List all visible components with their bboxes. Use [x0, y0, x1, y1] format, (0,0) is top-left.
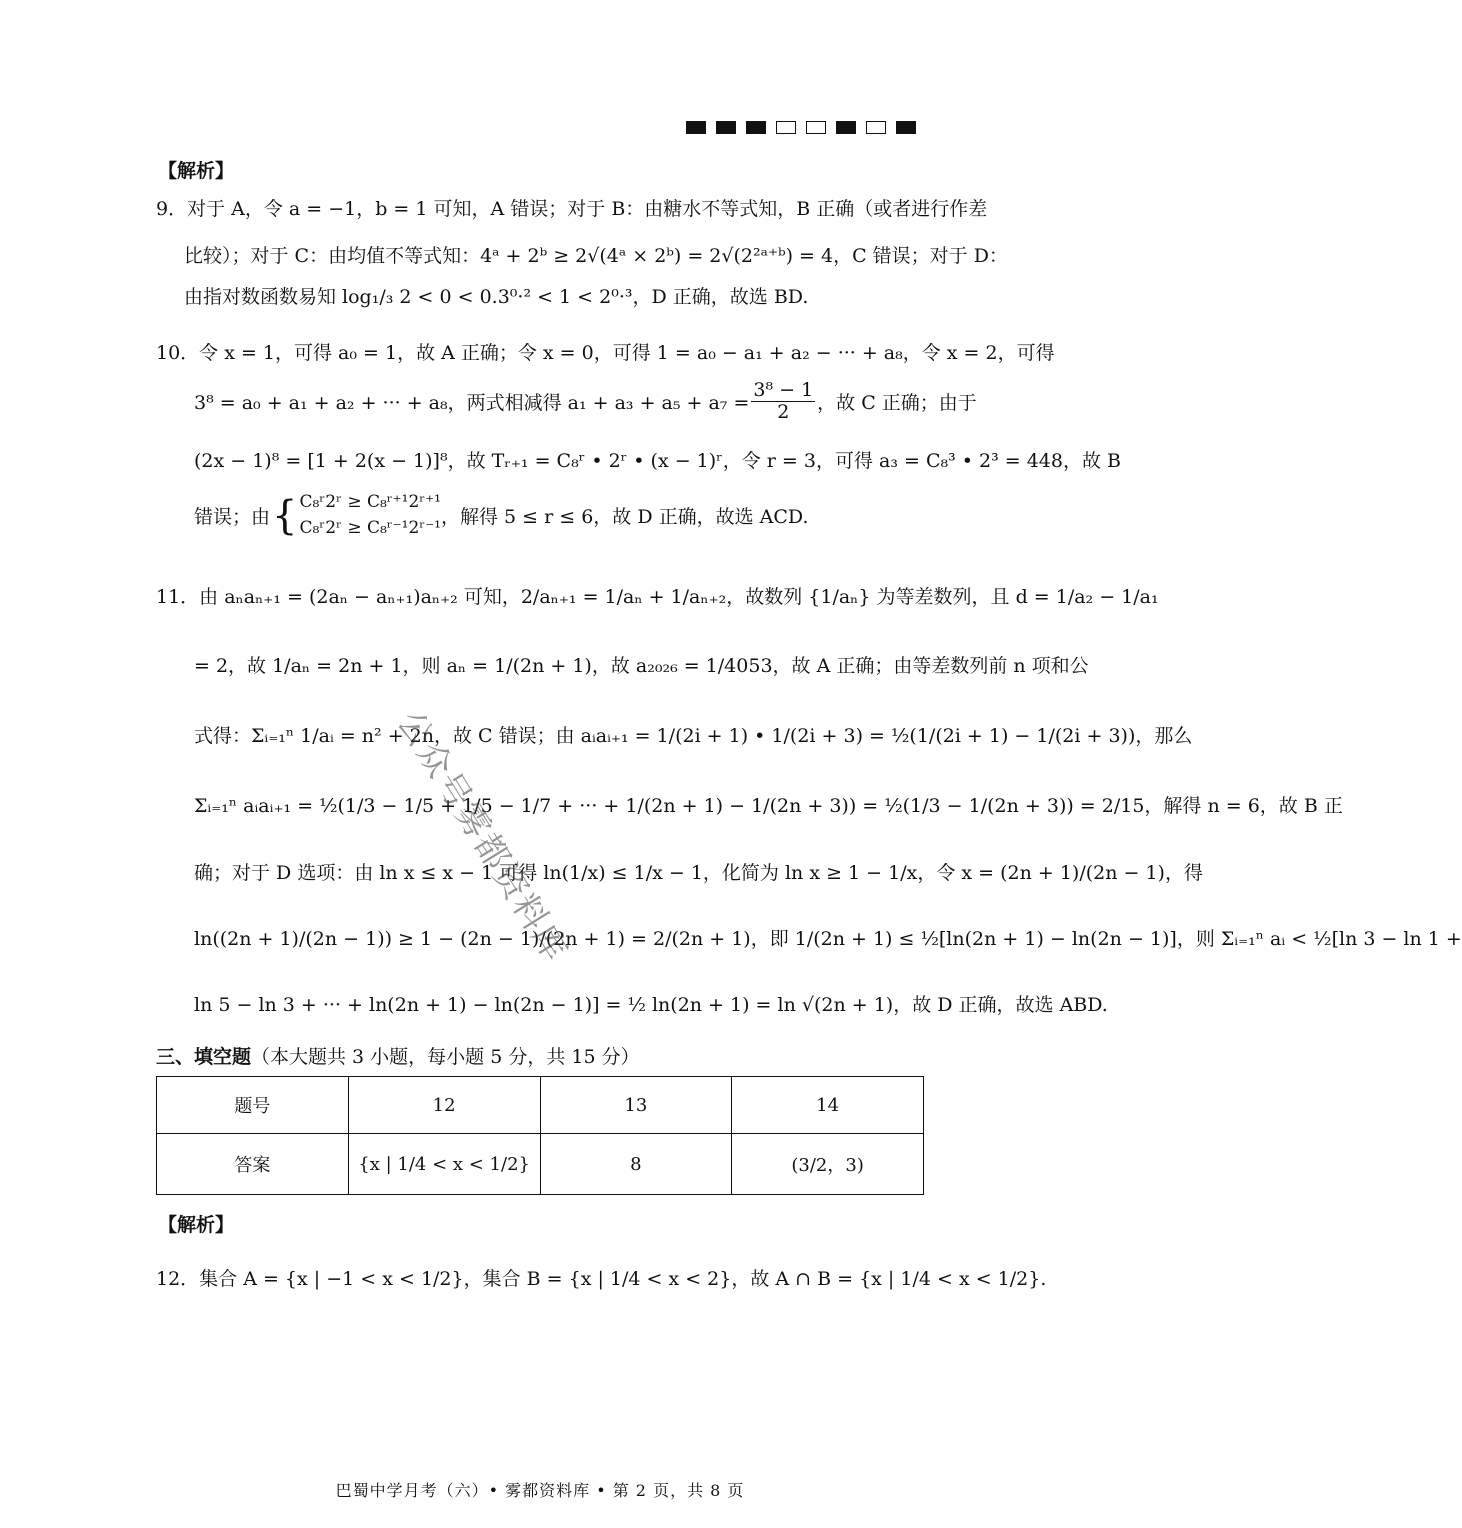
table-cell: 题号 [157, 1077, 349, 1134]
q11-line-1: 11．由 aₙaₙ₊₁ = (2aₙ − aₙ₊₁)aₙ₊₂ 可知，2/aₙ₊₁ = 1/aₙ + 1/aₙ₊₂，故数列 {1/aₙ} 为等差数列，且 d = 1/a₂ − 1/a₁ [156, 586, 1159, 608]
q10-line-4a: 错误；由 [194, 506, 271, 528]
header-square-filled [716, 121, 736, 134]
header-square-filled [686, 121, 706, 134]
brace-icon: { [272, 492, 298, 539]
table-cell: (3/2，3) [732, 1134, 924, 1195]
section-heading-analysis-2: 【解析】 [158, 1214, 235, 1236]
watermark: 公众号雾都资料库 [389, 704, 576, 970]
section3-note: （本大题共 3 小题，每小题 5 分，共 15 分） [251, 1046, 640, 1068]
table-row [157, 1134, 924, 1195]
q10-fraction-denominator: 2 [777, 400, 790, 423]
header-square-filled [836, 121, 856, 134]
section3-heading [156, 1042, 640, 1069]
table-cell: 12 [348, 1077, 540, 1134]
answer-table [156, 1076, 924, 1195]
q11-line-6: ln((2n + 1)/(2n − 1)) ≥ 1 − (2n − 1)/(2n + 1) = 2/(2n + 1)，即 1/(2n + 1) ≤ ½[ln(2n + 1) − ln(2n − 1)]，则 Σᵢ₌₁ⁿ aᵢ < ½[ln 3 − ln 1 + [194, 928, 1462, 950]
header-square-empty [806, 121, 826, 134]
q10-fraction-numerator: 3⁸ − 1 [753, 379, 814, 401]
header-square-empty [776, 121, 796, 134]
q12-line: 12．集合 A = {x | −1 < x < 1/2}，集合 B = {x | 1/4 < x < 2}，故 A ∩ B = {x | 1/4 < x < 1/2}. [156, 1268, 1047, 1290]
q10-system-line-2: C₈ʳ2ʳ ≥ C₈ʳ⁻¹2ʳ⁻¹ [299, 517, 441, 538]
q10-line-2a: 3⁸ = a₀ + a₁ + a₂ + ··· + a₈，两式相减得 a₁ + a₃ + a₅ + a₇ = [194, 391, 750, 414]
q9-line-2: 比较）；对于 C：由均值不等式知：4ᵃ + 2ᵇ ≥ 2√(4ᵃ × 2ᵇ) = 2√(2²ᵃ⁺ᵇ) = 4，C 错误；对于 D： [184, 245, 1008, 267]
q10-inequality-system [299, 490, 441, 541]
q11-line-3: 式得：Σᵢ₌₁ⁿ 1/aᵢ = n² + 2n，故 C 错误；由 aᵢaᵢ₊₁ = 1/(2i + 1) • 1/(2i + 3) = ½(1/(2i + 1) − 1/(2i + 3))，那么 [194, 725, 1193, 747]
q10-system-line-1: C₈ʳ2ʳ ≥ C₈ʳ⁺¹2ʳ⁺¹ [299, 492, 441, 512]
q11-line-5: 确；对于 D 选项：由 ln x ≤ x − 1 可得 ln(1/x) ≤ 1/x − 1，化简为 ln x ≥ 1 − 1/x，令 x = (2n + 1)/(2n − 1)，得 [194, 862, 1203, 884]
table-cell: 8 [540, 1134, 732, 1195]
table-cell: 13 [540, 1077, 732, 1134]
q11-line-2: = 2，故 1/aₙ = 2n + 1，则 aₙ = 1/(2n + 1)，故 a₂₀₂₆ = 1/4053，故 A 正确；由等差数列前 n 项和公 [194, 655, 1089, 677]
q10-line-4b: ，解得 5 ≤ r ≤ 6，故 D 正确，故选 ACD. [440, 506, 809, 528]
table-cell: 答案 [157, 1134, 349, 1195]
q10-line-2b: ，故 C 正确；由于 [817, 391, 977, 414]
q11-line-4: Σᵢ₌₁ⁿ aᵢaᵢ₊₁ = ½(1/3 − 1/5 + 1/5 − 1/7 + ··· + 1/(2n + 1) − 1/(2n + 3)) = ½(1/3 − 1/(2n + 3)) = 2/15，解得 n = 6，故 B 正 [194, 795, 1343, 817]
q10-line-4 [194, 490, 809, 541]
section3-title: 三、填空题 [156, 1046, 252, 1068]
header-square-filled [746, 121, 766, 134]
q9-line-1: 9．对于 A，令 a = −1，b = 1 可知，A 错误；对于 B：由糖水不等式知，B 正确（或者进行作差 [156, 198, 988, 220]
q10-fraction [751, 380, 815, 423]
header-square-filled [896, 121, 916, 134]
section-heading-analysis: 【解析】 [158, 160, 235, 182]
table-row [157, 1077, 924, 1134]
header-squares [686, 121, 916, 134]
q10-line-2 [194, 380, 977, 423]
q9-line-3: 由指对数函数易知 log₁/₃ 2 < 0 < 0.3⁰·² < 1 < 2⁰·³，D 正确，故选 BD. [184, 286, 809, 308]
q10-line-3: (2x − 1)⁸ = [1 + 2(x − 1)]⁸，故 Tᵣ₊₁ = C₈ʳ • 2ʳ • (x − 1)ʳ，令 r = 3，可得 a₃ = C₈³ • 2³ = 448，故 B [194, 450, 1121, 472]
q11-line-7: ln 5 − ln 3 + ··· + ln(2n + 1) − ln(2n − 1)] = ½ ln(2n + 1) = ln √(2n + 1)，故 D 正确，故选 ABD. [194, 994, 1108, 1016]
page-footer: 巴蜀中学月考（六）• 雾都资料库 • 第 2 页，共 8 页 [335, 1481, 745, 1500]
table-cell: {x | 1/4 < x < 1/2} [348, 1134, 540, 1195]
table-cell: 14 [732, 1077, 924, 1134]
header-square-empty [866, 121, 886, 134]
q10-line-1: 10．令 x = 1，可得 a₀ = 1，故 A 正确；令 x = 0，可得 1 = a₀ − a₁ + a₂ − ··· + a₈，令 x = 2，可得 [156, 342, 1055, 364]
